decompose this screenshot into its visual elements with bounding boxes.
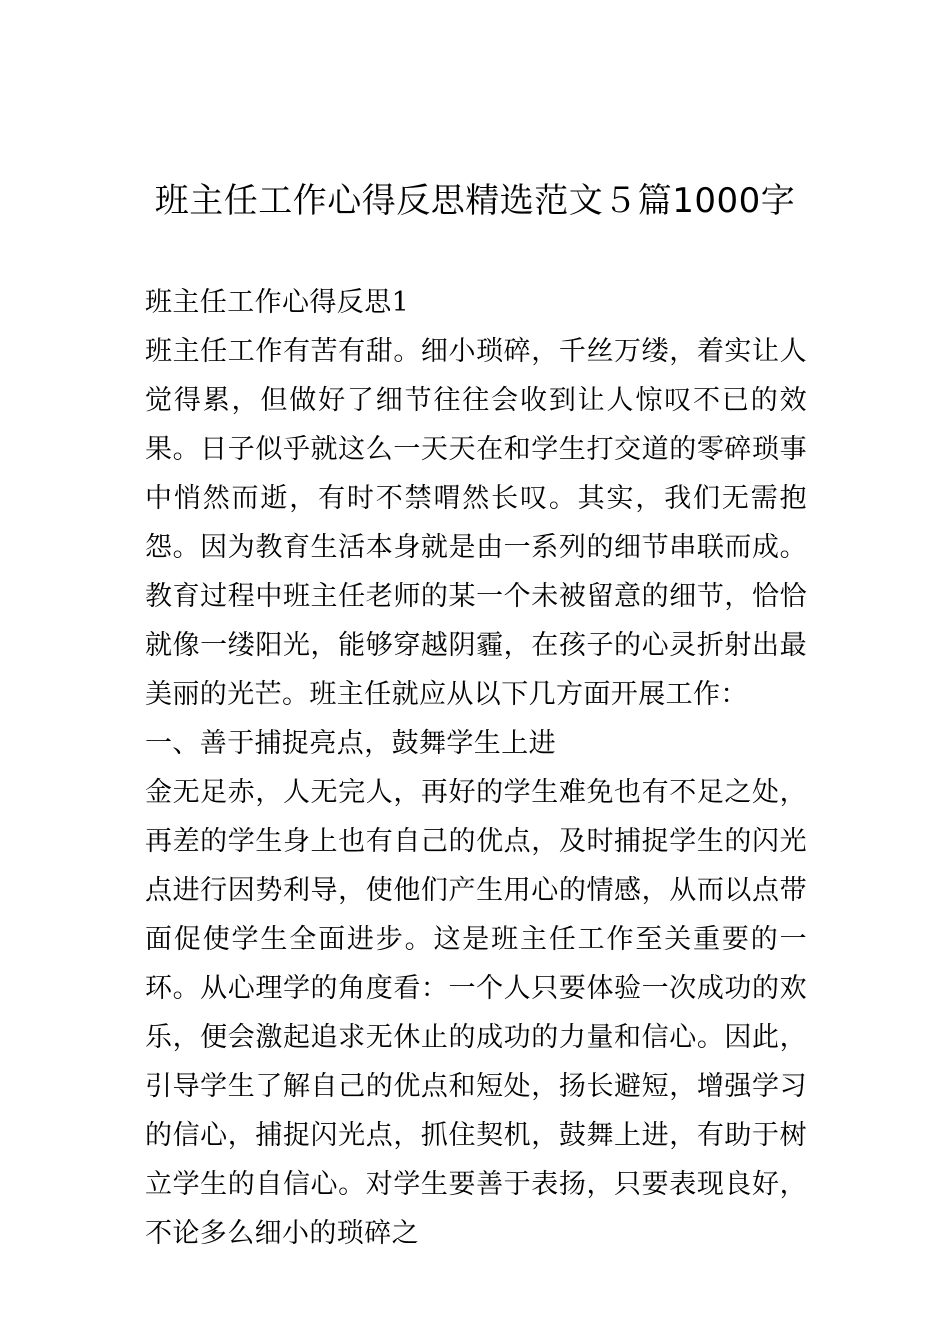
document-title: 班主任工作心得反思精选范文５篇1000字: [154, 181, 796, 221]
section-heading-2: 一、善于捕捉亮点，鼓舞学生上进: [145, 728, 556, 759]
section-paragraph-1: 班主任工作有苦有甜。细小琐碎，千丝万缕，着实让人觉得累，但做好了细节往往会收到让人惊叹不已的效果。日子似乎就这么一天天在和学生打交道的零碎琐事中悄然而逝，有时不禁喟然长叹。其实，我们无需抱怨。因为教育生活本身就是由一系列的细节串联而成。教育过程中班主任老师的某一个未被留意的细节，恰恰就像一缕阳光，能够穿越阴霾，在孩子的心灵折射出最美丽的光芒。班主任就应从以下几方面开展工作：: [145, 336, 807, 710]
section-paragraph-2: 金无足赤，人无完人，再好的学生难免也有不足之处，再差的学生身上也有自己的优点，及时捕捉学生的闪光点进行因势利导，使他们产生用心的情感，从而以点带面促使学生全面进步。这是班主任工作至关重要的一环。从心理学的角度看：一个人只要体验一次成功的欢乐，便会激起追求无休止的成功的力量和信心。因此，引导学生了解自己的优点和短处，扬长避短，增强学习的信心，捕捉闪光点，抓住契机，鼓舞上进，有助于树立学生的自信心。对学生要善于表扬，只要表现良好，不论多么细小的琐碎之: [145, 777, 807, 1249]
section-heading-1: 班主任工作心得反思1: [145, 287, 410, 318]
document-body: [145, 278, 807, 1258]
